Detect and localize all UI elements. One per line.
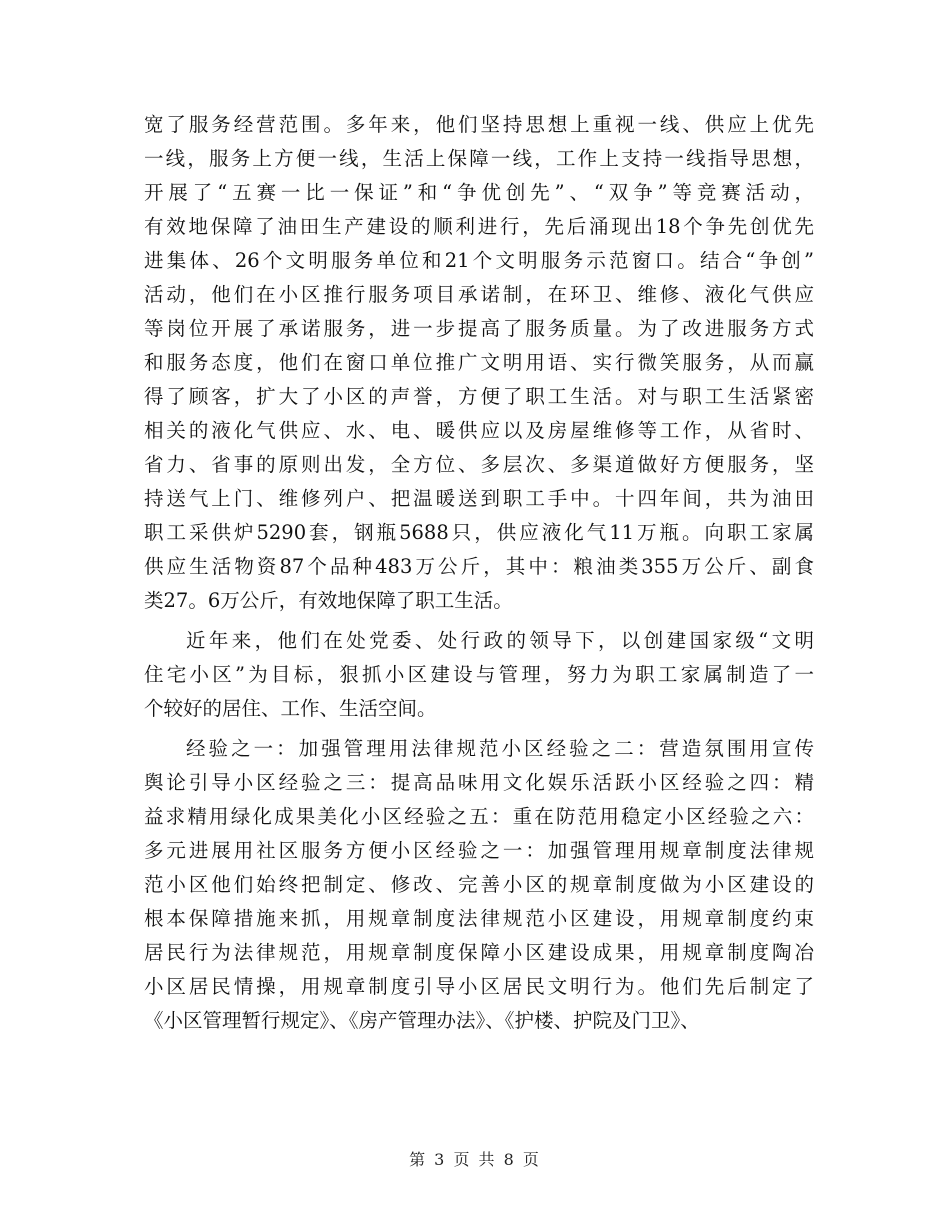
text-line: 多元进展用社区服务方便小区经验之一：加强管理用规章制度法律规 [144,839,814,862]
text-line: 范小区他们始终把制定、修改、完善小区的规章制度做为小区建设的 [144,873,814,896]
text-line: 得了顾客，扩大了小区的声誉，方便了职工生活。对与职工生活紧密 [144,385,814,408]
text-line: 等岗位开展了承诺服务，进一步提高了服务质量。为了改进服务方式 [144,317,814,340]
paragraph [144,732,814,1038]
text-line: 益求精用绿化成果美化小区经验之五：重在防范用稳定小区经验之六： [144,805,814,828]
text-line: 省力、省事的原则出发，全方位、多层次、多渠道做好方便服务，坚 [144,453,814,476]
text-line: 供应生活物资87个品种483万公斤，其中：粮油类355万公斤、副食 [144,555,814,578]
text-line: 根本保障措施来抓，用规章制度法律规范小区建设，用规章制度约束 [144,907,814,930]
text-line: 个较好的居住、工作、生活空间。 [144,697,437,720]
page-footer: 第 3 页 共 8 页 [409,1150,541,1169]
paragraph [144,624,814,726]
text-line: 持送气上门、维修列户、把温暖送到职工手中。十四年间，共为油田 [144,487,814,510]
text-line: 近年来，他们在处党委、处行政的领导下，以创建国家级“文明 [186,629,814,652]
text-line: 和服务态度，他们在窗口单位推广文明用语、实行微笑服务，从而赢 [144,351,814,374]
document-body [144,108,814,1038]
text-line: 小区居民情操，用规章制度引导小区居民文明行为。他们先后制定了 [144,975,814,998]
text-line: 职工采供炉5290套，钢瓶5688只，供应液化气11万瓶。向职工家属 [144,521,814,544]
text-line: 相关的液化气供应、水、电、暖供应以及房屋维修等工作，从省时、 [144,419,814,442]
text-line: 经验之一：加强管理用法律规范小区经验之二：营造氛围用宣传 [186,737,814,760]
text-line: 居民行为法律规范，用规章制度保障小区建设成果，用规章制度陶冶 [144,941,814,964]
text-line: 住宅小区”为目标，狠抓小区建设与管理，努力为职工家属制造了一 [144,663,814,686]
text-line: 舆论引导小区经验之三：提高品味用文化娱乐活跃小区经验之四：精 [144,771,814,794]
text-line: 进集体、26个文明服务单位和21个文明服务示范窗口。结合“争创” [144,249,814,272]
text-line: 有效地保障了油田生产建设的顺利进行，先后涌现出18个争先创优先 [144,215,814,238]
paragraph [144,108,814,618]
text-line: 宽了服务经营范围。多年来，他们坚持思想上重视一线、供应上优先 [144,113,814,136]
text-line: 类27。6万公斤，有效地保障了职工生活。 [144,589,513,612]
text-line: 《小区管理暂行规定》、《房产管理办法》、《护楼、护院及门卫》、 [144,1009,700,1032]
text-line: 开展了“五赛一比一保证”和“争优创先”、“双争”等竞赛活动， [144,181,814,204]
text-line: 活动，他们在小区推行服务项目承诺制，在环卫、维修、液化气供应 [144,283,814,306]
text-line: 一线，服务上方便一线，生活上保障一线，工作上支持一线指导思想， [144,147,814,170]
